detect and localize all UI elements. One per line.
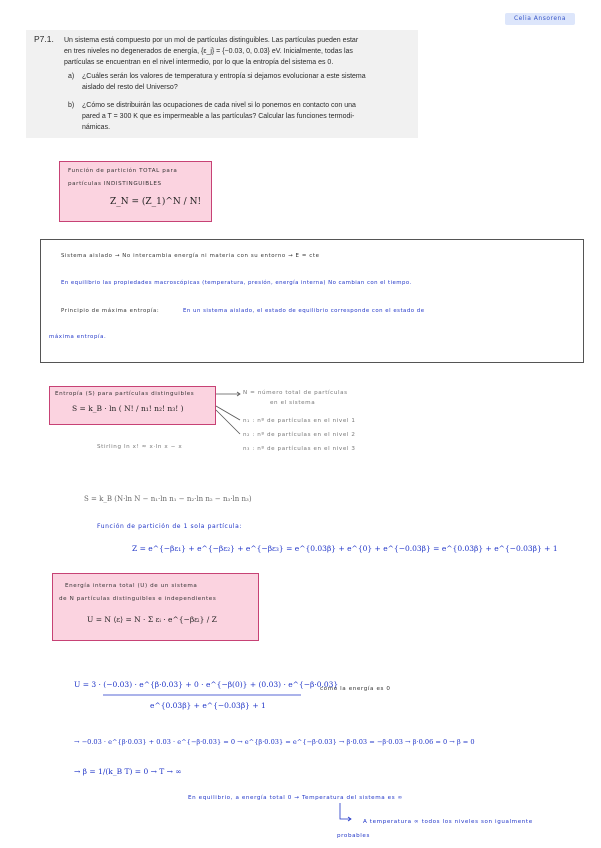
z1-formula: Z = e^{−βε₁} + e^{−βε₂} + e^{−βε₃} = e^{0.03β} + e^{0} + e^{−0.03β} = e^{0.03β} + e^{−0.03β} + 1 <box>132 544 558 553</box>
def-n1: n₁ : nº de partículas en el nivel 1 <box>243 418 356 424</box>
z1-title: Función de partición de 1 sola partícula: <box>97 523 243 530</box>
question-b-line-1: ¿Cómo se distribuirán las ocupaciones de cada nivel si lo ponemos en contacto con una <box>82 102 356 109</box>
box2-formula: S = k_B · ln ( N! / n₁! n₂! n₃! ) <box>72 404 184 413</box>
question-a-line-2: aislado del resto del Universo? <box>82 84 178 91</box>
author-tag: Celia Ansorena <box>505 13 575 25</box>
problem-line-3: partículas se encuentran en el nivel intermedio, por lo que la entropía del sistema es 0. <box>64 59 334 66</box>
u-numerator: U = 3 · (−0.03) · e^{β·0.03} + 0 · e^{−β(0)} + (0.03) · e^{−β·0.03} <box>74 680 339 689</box>
box3-line-1: Energía interna total (U) de un sistema <box>65 583 198 589</box>
problem-line-2: en tres niveles no degenerados de energía, {ε_j} = {−0.03, 0, 0.03} eV. Inicialmente, todas las <box>64 48 353 55</box>
internal-energy-box <box>52 573 259 641</box>
def-N-2: en el sistema <box>270 400 316 406</box>
step-2: → β = 1/(k_B T) = 0 → T → ∞ <box>74 767 182 776</box>
stirling-approx: Stirling ln x! ≈ x·ln x − x <box>97 444 183 450</box>
problem-number: P7.1. <box>34 34 54 44</box>
note-line-3-dark: Principio de máxima entropía: <box>61 308 160 314</box>
box2-line-1: Entropía (S) para partículas distinguibles <box>55 391 195 397</box>
box1-line-2: partículas INDISTINGUIBLES <box>68 181 162 187</box>
u-note: como la energía es 0 <box>320 686 391 692</box>
box1-formula: Z_N = (Z_1)^N / N! <box>110 197 202 207</box>
box1-line-1: Función de partición TOTAL para <box>68 168 178 174</box>
problem-line-1: Un sistema está compuesto por un mol de partículas distinguibles. Las partículas pueden estar <box>64 37 359 44</box>
conclusion-line-1: En equilibrio, a energía total 0 → Temperatura del sistema es ∞ <box>188 795 403 801</box>
question-b-label: b) <box>68 102 75 109</box>
def-N: N = número total de partículas <box>243 390 348 396</box>
step-1: → −0.03 · e^{β·0.03} + 0.03 · e^{−β·0.03} = 0 → e^{β·0.03} = e^{−β·0.03} → β·0.03 = −β·0.03 → β·0.06 = 0 → β = 0 <box>74 738 475 746</box>
conclusion-line-3: probables <box>337 833 370 839</box>
entropy-expanded: S = k_B (N·ln N − n₁·ln n₁ − n₂·ln n₂ − n₃·ln n₃) <box>84 495 252 503</box>
note-line-4: máxima entropía. <box>49 334 107 340</box>
box3-line-2: de N partículas distinguibles e independientes <box>59 596 217 602</box>
problem-statement <box>26 30 418 138</box>
question-a-line-1: ¿Cuáles serán los valores de temperatura y entropía si dejamos evolucionar a este sistema <box>82 73 366 80</box>
question-a-label: a) <box>68 73 75 80</box>
partition-function-box <box>59 161 212 222</box>
def-n2: n₂ : nº de partículas en el nivel 2 <box>243 432 356 438</box>
conclusion-line-2: A temperatura ∞ todos los niveles son igualmente <box>363 819 533 825</box>
def-n3: n₃ : nº de partículas en el nivel 3 <box>243 446 356 452</box>
u-fraction-bar <box>103 693 303 697</box>
box3-formula: U = N ⟨ε⟩ = N · Σ εᵢ · e^{−βεᵢ} / Z <box>87 615 217 624</box>
note-line-3-blue: En un sistema aislado, el estado de equilibrio corresponde con el estado de <box>183 308 425 314</box>
note-line-1: Sistema aislado → No intercambia energía ni materia con su entorno → E = cte <box>61 253 320 259</box>
entropy-box <box>49 386 216 425</box>
question-b-line-3: námicas. <box>82 124 111 131</box>
question-b-line-2: pared a T = 300 K que es impermeable a las partículas? Calcular las funciones termodi- <box>82 113 355 120</box>
note-line-2: En equilibrio las propiedades macroscópicas (temperatura, presión, energía interna) No cambian con el tiempo. <box>61 280 412 286</box>
definition-arrows <box>214 386 244 446</box>
isolated-system-note <box>40 239 584 363</box>
conclusion-arrow <box>337 803 353 825</box>
u-denominator: e^{0.03β} + e^{−0.03β} + 1 <box>150 701 266 710</box>
